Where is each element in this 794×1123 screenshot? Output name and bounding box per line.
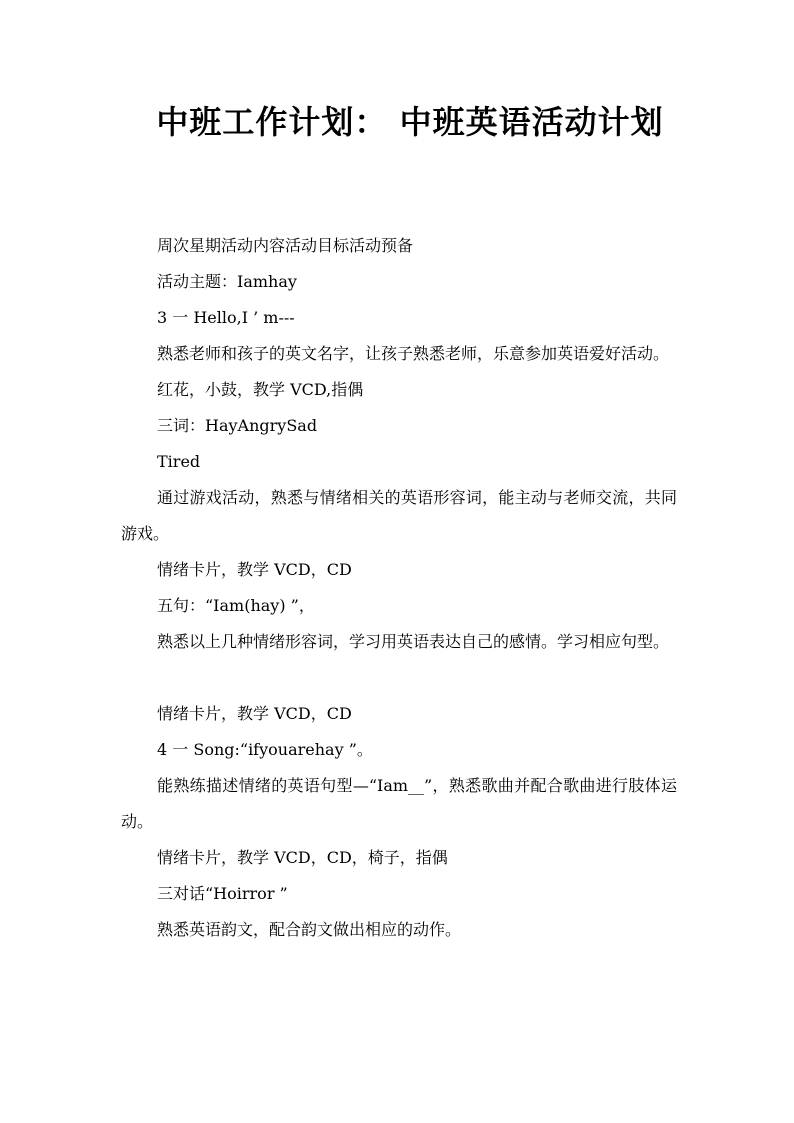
paragraph: 4 一 Song:“ifyouarehay ”。 [157, 740, 373, 759]
paragraph: 活动主题：Iamhay [157, 272, 297, 291]
document-body [121, 228, 677, 948]
paragraph: 熟悉以上几种情绪形容词，学习用英语表达自己的感情。学习相应句型。 [157, 632, 670, 651]
paragraph: 3 一 Hello,I ’ m--- [157, 308, 295, 327]
paragraph: 三对话“Hoirror ” [157, 884, 288, 903]
paragraph: 三词：HayAngrySad [157, 416, 318, 435]
paragraph: 红花，小鼓，教学 VCD,指偶 [157, 380, 364, 399]
paragraph: 五句：“Iam(hay) ”， [157, 596, 315, 615]
paragraph: 情绪卡片，教学 VCD，CD [157, 704, 352, 723]
paragraph: 情绪卡片，教学 VCD，CD [157, 560, 352, 579]
paragraph: Tired [157, 452, 201, 471]
paragraph-spacer [121, 660, 677, 696]
paragraph: 通过游戏活动，熟悉与情绪相关的英语形容词，能主动与老师交流，共同游戏。 [121, 488, 677, 543]
paragraph: 情绪卡片，教学 VCD，CD，椅子，指偶 [157, 848, 448, 867]
paragraph: 周次星期活动内容活动目标活动预备 [157, 236, 414, 255]
document-title: 中班工作计划： 中班英语活动计划 [156, 103, 664, 141]
paragraph: 熟悉老师和孩子的英文名字，让孩子熟悉老师，乐意参加英语爱好活动。 [157, 344, 670, 363]
paragraph: 能熟练描述情绪的英语句型—“Iam__”，熟悉歌曲并配合歌曲进行肢体运动。 [121, 776, 677, 831]
paragraph: 熟悉英语韵文，配合韵文做出相应的动作。 [157, 920, 462, 939]
